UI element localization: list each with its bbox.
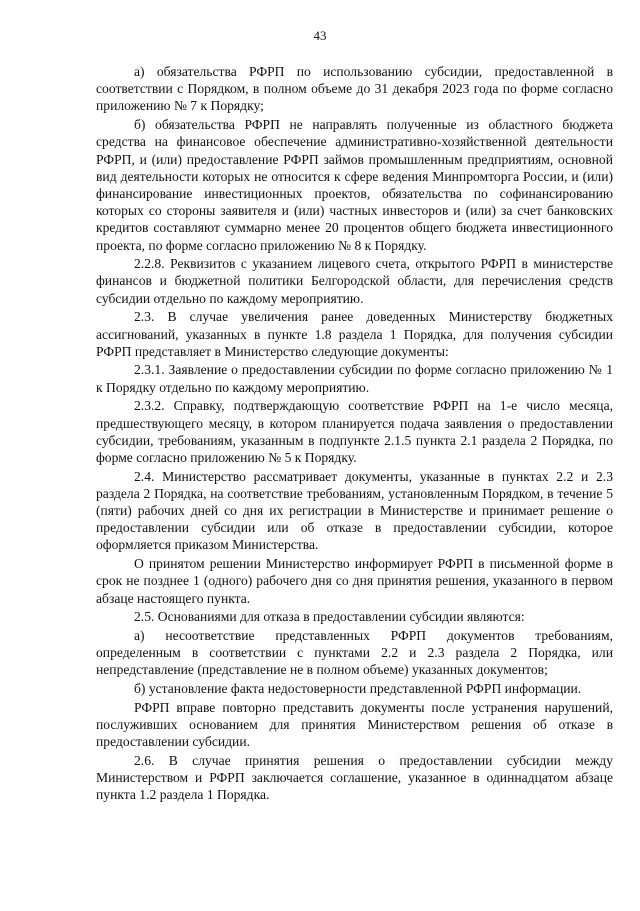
paragraph-2-4-notice: О принятом решении Министерство информирует РФРП в письменной форме в срок не позднее 1 (одного) рабочего дня со дня принятия решения, указанного в первом абзаце настоящего пункта. bbox=[96, 556, 613, 606]
paragraph-2-5-item-b: б) установление факта недостоверности представленной РФРП информации. bbox=[134, 681, 582, 697]
page-number: 43 bbox=[313, 28, 327, 43]
paragraph-2-3: 2.3. В случае увеличения ранее доведенных Министерству бюджетных ассигнований, указанных в пункте 1.8 раздела 1 Порядка, для получения субсидии РФРП представляет в Министерство следующие документы: bbox=[96, 309, 613, 359]
paragraph-2-4: 2.4. Министерство рассматривает документы, указанные в пунктах 2.2 и 2.3 раздела 2 Порядка, на соответствие требованиям, установленным Порядком, в течение 5 (пяти) рабочих дней со дня их регистрации в Министерстве и принимает решение о предоставлении субсидии или об отказе в предоставлении субсидии, которое оформляется приказом Министерства. bbox=[96, 468, 613, 553]
paragraph-2-3-2: 2.3.2. Справку, подтверждающую соответствие РФРП на 1-е число месяца, предшествующего месяцу, в котором планируется подача заявления о предоставлении субсидии, требованиям, указанным в подпункте 2.1.5 пункта 2.1 раздела 2 Порядка, по форме согласно приложению № 5 к Порядку. bbox=[96, 398, 613, 465]
paragraph-2-3-1: 2.3.1. Заявление о предоставлении субсидии по форме согласно приложению № 1 к Порядку отдельно по каждому мероприятию. bbox=[96, 362, 613, 395]
paragraph-2-2-8: 2.2.8. Реквизитов с указанием лицевого счета, открытого РФРП в министерстве финансов и бюджетной политики Белгородской области, для перечисления средств субсидии отдельно по каждому мероприятию. bbox=[96, 256, 613, 306]
paragraph-item-b-obligations-funding: б) обязательства РФРП не направлять полученные из областного бюджета средства на финансовое обеспечение административно-хозяйственной деятельности РФРП, и (или) предоставление РФРП займов промышленным предприятиям, основной вид деятельности которых не относится к сфере ведения Минпромторга России, и (или) финансирование инвестиционных проектов, обязательства по софинансированию которых со стороны заявителя и (или) частных инвесторов и (или) за счет банковских кредитов составляют суммарно менее 20 процентов общего бюджета инвестиционного проекта, по форме согласно приложению № 8 к Порядку. bbox=[96, 117, 613, 253]
paragraph-2-5: 2.5. Основаниями для отказа в предоставлении субсидии являются: bbox=[134, 609, 525, 625]
paragraph-2-6: 2.6. В случае принятия решения о предоставлении субсидии между Министерством и РФРП заключается соглашение, указанное в одиннадцатом абзаце пункта 1.2 раздела 1 Порядка. bbox=[96, 752, 613, 803]
paragraph-resubmission: РФРП вправе повторно представить документы после устранения нарушений, послуживших основанием для принятия Министерством решения об отказе в предоставлении субсидии. bbox=[96, 699, 613, 750]
paragraph-item-a-obligations-usage: а) обязательства РФРП по использованию субсидии, предоставленной в соответствии с Порядком, в полном объеме до 31 декабря 2023 года по форме согласно приложению № 7 к Порядку; bbox=[96, 64, 613, 114]
paragraph-2-5-item-a: а) несоответствие представленных РФРП документов требованиям, определенным в соответствии с пунктами 2.2 и 2.3 раздела 2 Порядка, или непредставление (представление не в полном объеме) указанных документов; bbox=[96, 628, 613, 678]
document-body bbox=[96, 63, 613, 805]
